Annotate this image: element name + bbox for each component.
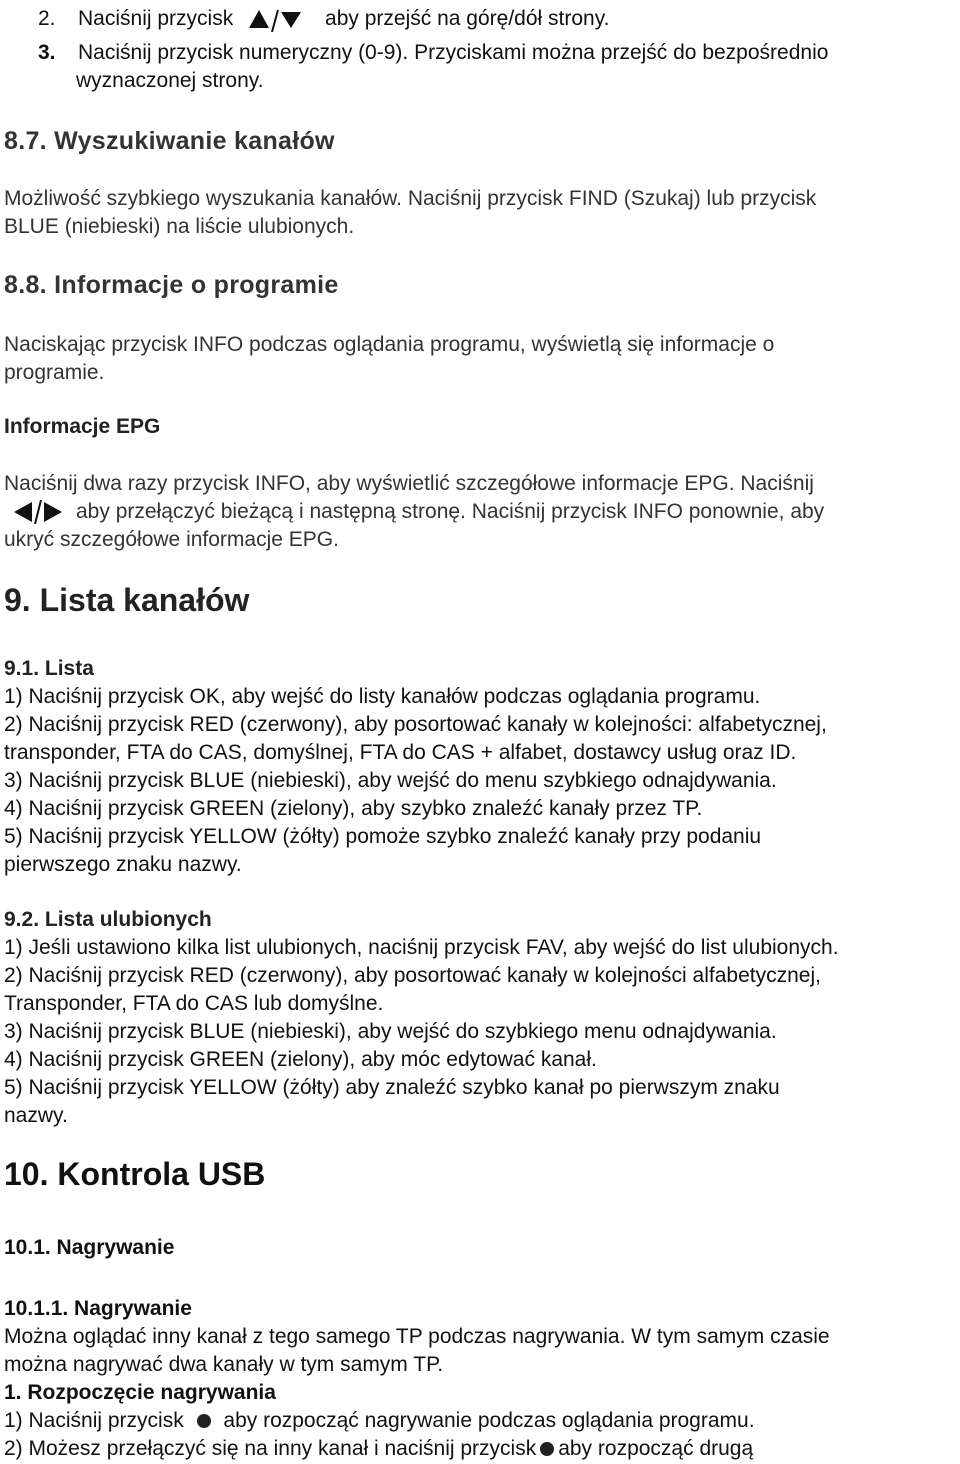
paragraph-line: programie.: [4, 361, 105, 384]
paragraph-line: Możliwość szybkiego wyszukania kanałów. Naciśnij przycisk FIND (Szukaj) lub przycisk: [4, 187, 817, 210]
chapter-heading: 10. Kontrola USB: [4, 1156, 266, 1192]
step-3-line-cont: wyznaczonej strony.: [76, 69, 264, 92]
list-item: [4, 1436, 753, 1462]
section-heading: 8.8. Informacje o programie: [4, 271, 339, 299]
up-down-arrow-icon: [245, 6, 325, 32]
step-number: 3.: [38, 41, 56, 64]
step-number: 2.: [38, 7, 56, 30]
paragraph-line: Można oglądać inny kanał z tego samego TP podczas nagrywania. W tym samym czasie: [4, 1325, 830, 1348]
step-text-end: aby przejść na górę/dół strony.: [325, 7, 610, 30]
list-text-end: aby rozpocząć nagrywanie podczas oglądania programu.: [223, 1409, 755, 1432]
list-item: pierwszego znaku nazwy.: [4, 853, 242, 876]
paragraph-line: można nagrywać dwa kanały w tym samym TP.: [4, 1353, 444, 1376]
list-item: 1) Jeśli ustawiono kilka list ulubionych, naciśnij przycisk FAV, aby wejść do list ulubionych.: [4, 936, 839, 959]
step-text: Naciśnij przycisk: [78, 7, 234, 30]
paragraph-text: aby przełączyć bieżącą i następną stronę. Naciśnij przycisk INFO ponownie, aby: [76, 500, 825, 523]
record-dot-icon: [536, 1436, 558, 1462]
step-3-line: [4, 40, 828, 66]
list-item: 1) Naciśnij przycisk OK, aby wejść do listy kanałów podczas oglądania programu.: [4, 685, 761, 708]
list-item: transponder, FTA do CAS, domyślnej, FTA do CAS + alfabet, dostawcy usług oraz ID.: [4, 741, 797, 764]
list-item: 5) Naciśnij przycisk YELLOW (żółty) aby znaleźć szybko kanał po pierwszym znaku: [4, 1076, 780, 1099]
list-text: 2) Możesz przełączyć się na inny kanał i naciśnij przycisk: [4, 1437, 537, 1460]
list-item: 2) Naciśnij przycisk RED (czerwony), aby posortować kanały w kolejności: alfabetycznej,: [4, 713, 827, 736]
list-item: [4, 1408, 755, 1434]
list-item: 4) Naciśnij przycisk GREEN (zielony), aby móc edytować kanał.: [4, 1048, 597, 1071]
list-item: Transponder, FTA do CAS lub domyślne.: [4, 992, 384, 1015]
step-2-line: [4, 6, 609, 32]
section-heading: 8.7. Wyszukiwanie kanałów: [4, 127, 335, 155]
list-text-end: aby rozpocząć drugą: [558, 1437, 754, 1460]
subheading: 10.1. Nagrywanie: [4, 1236, 175, 1259]
subheading: 1. Rozpoczęcie nagrywania: [4, 1381, 276, 1404]
list-item: nazwy.: [4, 1104, 68, 1127]
subheading: 10.1.1. Nagrywanie: [4, 1297, 192, 1320]
paragraph-line: Naciśnij dwa razy przycisk INFO, aby wyświetlić szczegółowe informacje EPG. Naciśnij: [4, 472, 814, 495]
paragraph-line: [4, 499, 824, 525]
subheading: Informacje EPG: [4, 415, 161, 438]
record-dot-icon: [190, 1408, 218, 1434]
paragraph-line: ukryć szczegółowe informacje EPG.: [4, 528, 339, 551]
subheading: 9.2. Lista ulubionych: [4, 908, 212, 931]
chapter-heading: 9. Lista kanałów: [4, 582, 250, 618]
paragraph-line: Naciskając przycisk INFO podczas oglądania programu, wyświetlą się informacje o: [4, 333, 775, 356]
list-item: 2) Naciśnij przycisk RED (czerwony), aby posortować kanały w kolejności alfabetycznej,: [4, 964, 821, 987]
subheading: 9.1. Lista: [4, 657, 94, 680]
step-text: Naciśnij przycisk numeryczny (0-9). Przyciskami można przejść do bezpośrednio: [78, 41, 829, 64]
list-item: 4) Naciśnij przycisk GREEN (zielony), aby szybko znaleźć kanały przez TP.: [4, 797, 703, 820]
list-item: 3) Naciśnij przycisk BLUE (niebieski), aby wejść do szybkiego menu odnajdywania.: [4, 1020, 777, 1043]
list-item: 5) Naciśnij przycisk YELLOW (żółty) pomoże szybko znaleźć kanały przy podaniu: [4, 825, 762, 848]
paragraph-line: BLUE (niebieski) na liście ulubionych.: [4, 215, 355, 238]
left-right-arrow-icon: [4, 499, 76, 525]
list-text: 1) Naciśnij przycisk: [4, 1409, 184, 1432]
list-item: 3) Naciśnij przycisk BLUE (niebieski), aby wejść do menu szybkiego odnajdywania.: [4, 769, 777, 792]
